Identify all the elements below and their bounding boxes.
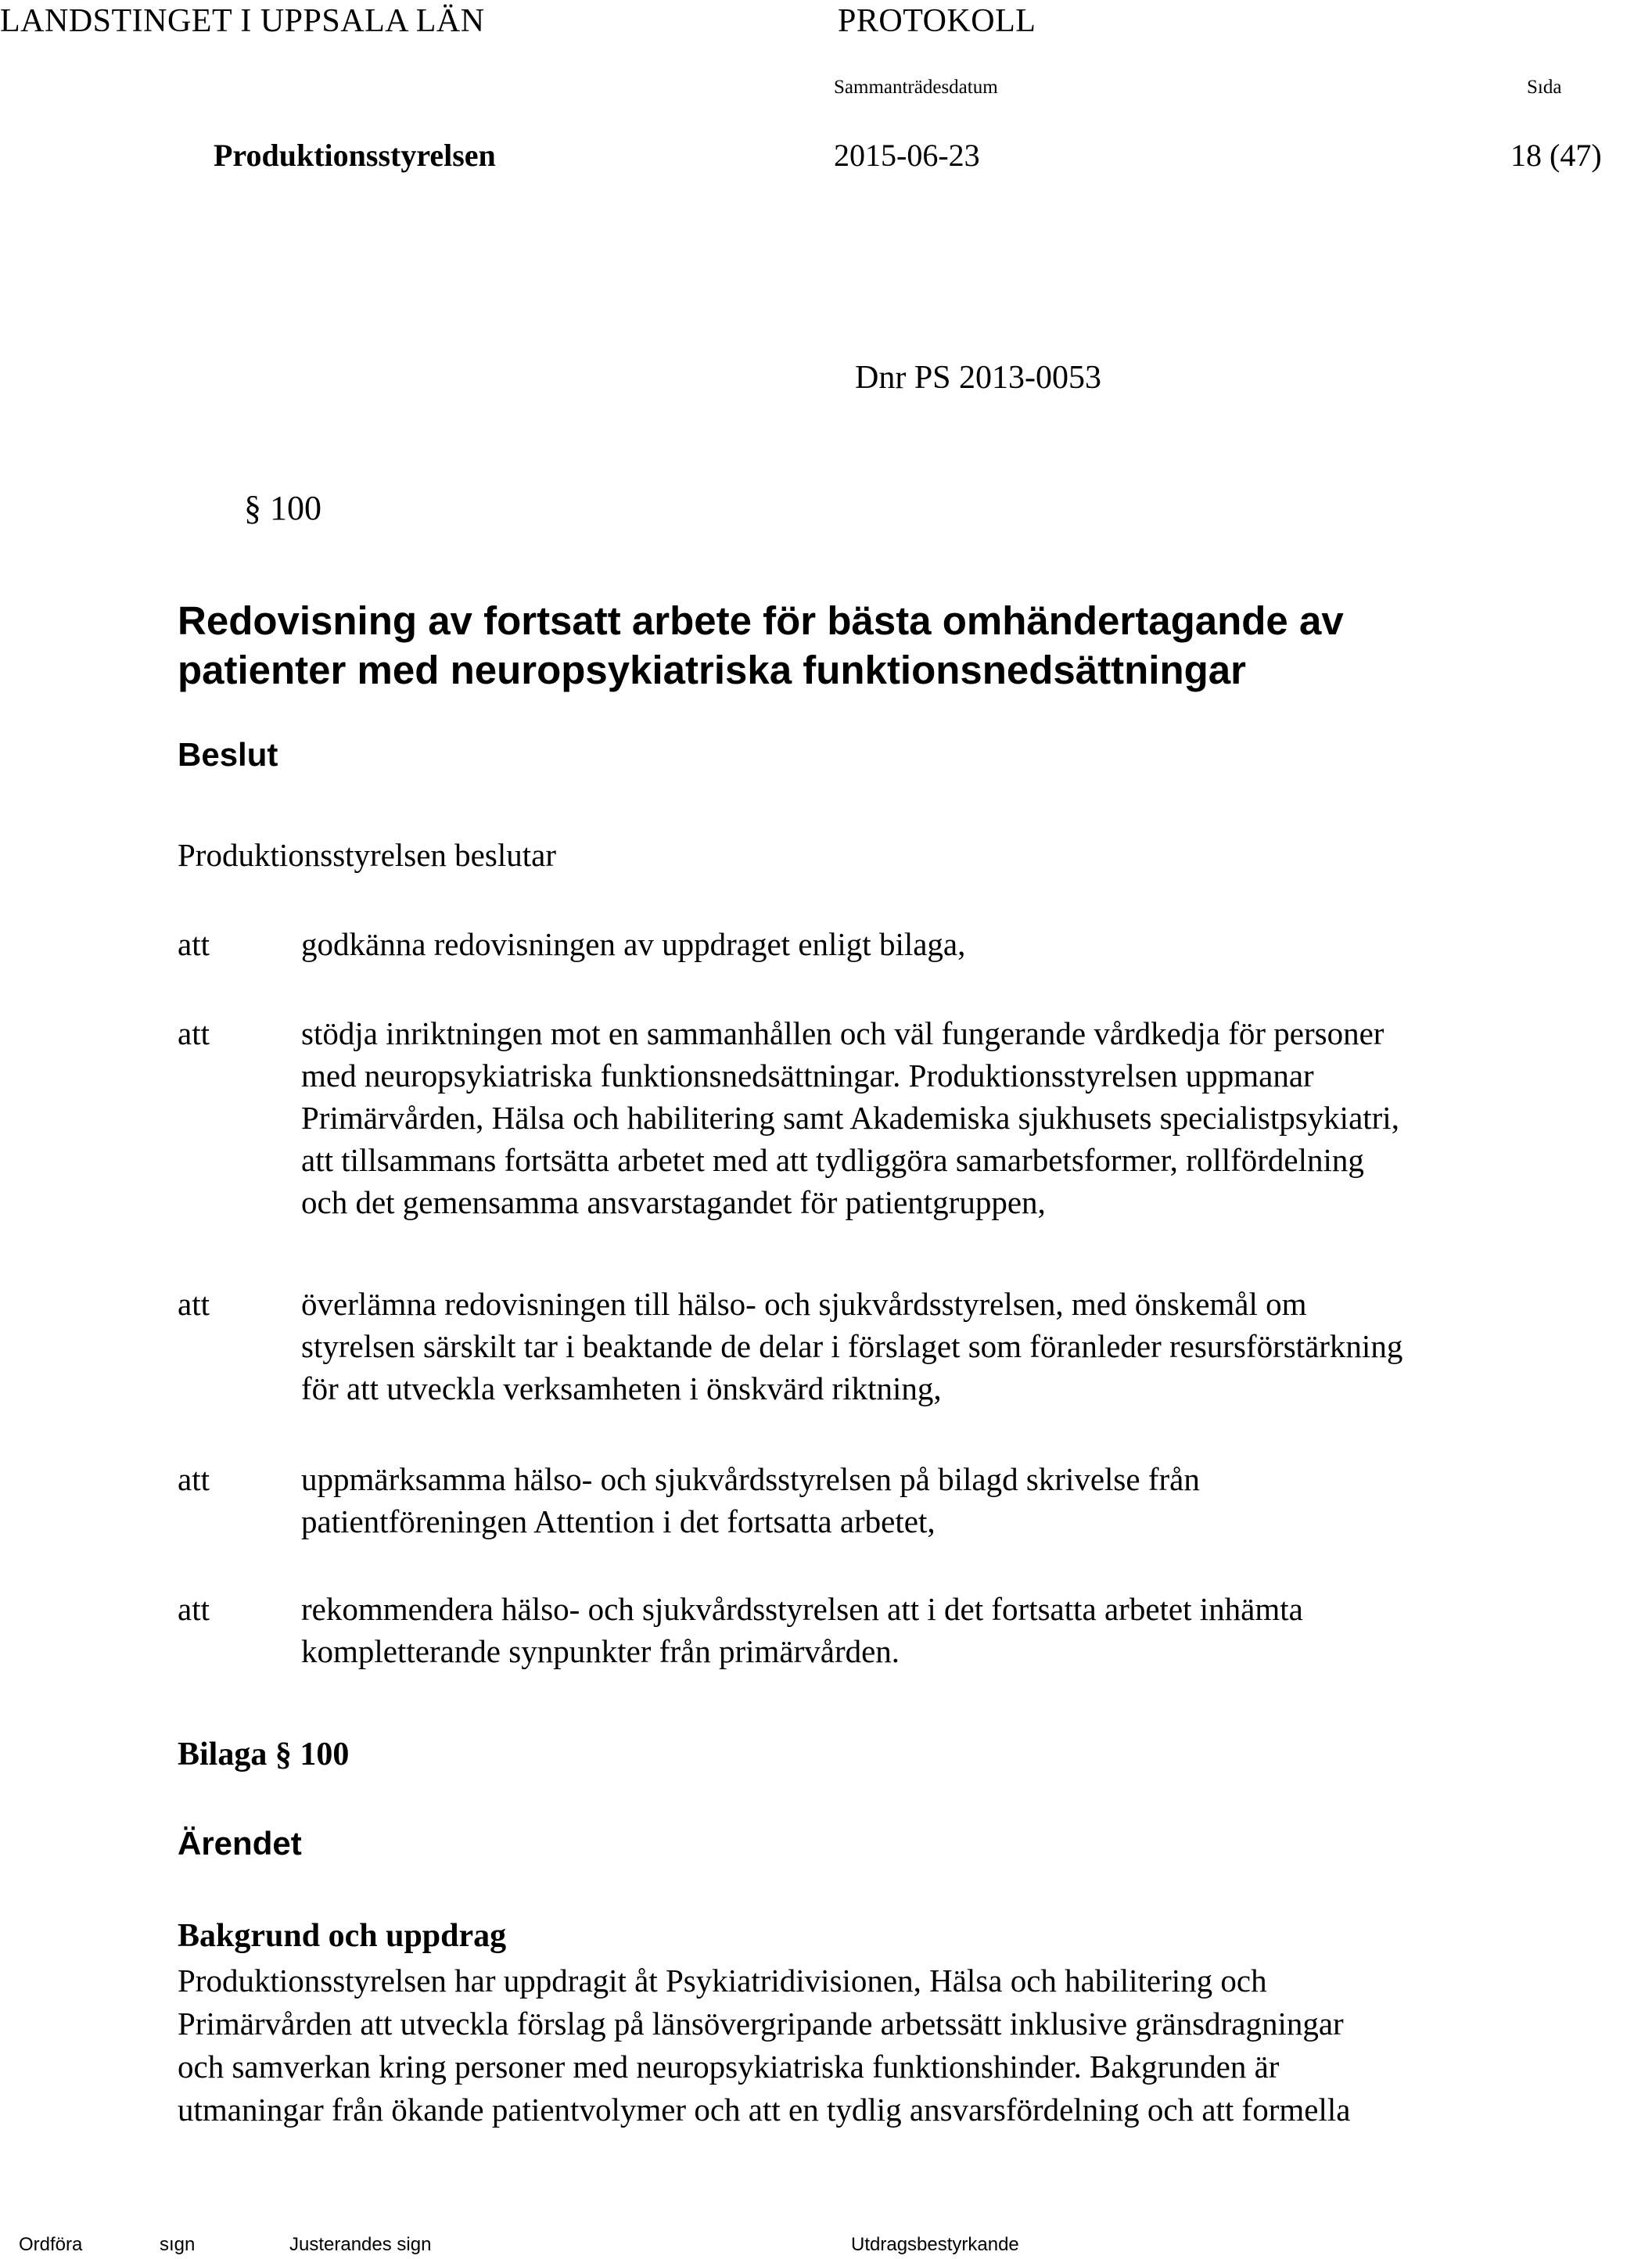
page-label: Sıda [1527,77,1562,98]
page-number: 18 (47) [1510,138,1602,173]
committee-name: Produktionsstyrelsen [214,138,496,173]
registration-number: Dnr PS 2013-0053 [855,360,1102,396]
arendet-heading: Ärendet [178,1825,302,1862]
att-label: att [178,1591,210,1627]
footer-utdragsbestyrkande: Utdragsbestyrkande [851,2234,1019,2255]
footer-ordforande: Ordföra [19,2234,83,2255]
att-label: att [178,926,210,962]
document-type: PROTOKOLL [838,3,1036,39]
section-number: § 100 [244,489,321,527]
att-label: att [178,1286,210,1322]
arendet-subheading: Bakgrund och uppdrag [178,1918,507,1954]
decision-text: stödja inriktningen mot en sammanhållen och väl fungerande vårdkedja för personer med neuropsykiatriska funktionsnedsättningar. Produktionsstyrelsen uppmanar Primärvården, Hälsa och habilitering samt Akademiska sjukhusets specialistpsykiatri, att tillsammans fortsätta arbetet med att tydliggöra samarbetsformer, rollfördelning och det gemensamma ansvarstagandet för patientgruppen, [301,1015,1399,1220]
beslut-intro: Produktionsstyrelsen beslutar [178,837,556,873]
document-title [178,596,1344,695]
attachment-reference: Bilaga § 100 [178,1736,350,1772]
title-line-2: patienter med neuropsykiatriska funktionsnedsättningar [178,648,1246,692]
decision-text: överlämna redovisningen till hälso- och sjukvårdsstyrelsen, med önskemål om styrelsen särskilt tar i beaktande de delar i förslaget som föranleder resursförstärkning för att utveckla verksamheten i önskvärd riktning, [301,1286,1403,1406]
date-label: Sammanträdesdatum [834,77,998,98]
arendet-paragraph: Produktionsstyrelsen har uppdragit åt Psykiatridivisionen, Hälsa och habilitering och Primärvården att utveckla förslag på länsövergripande arbetssätt inklusive gränsdragningar och samverkan kring personer med neuropsykiatriska funktionshinder. Bakgrunden är utmaningar från ökande patientvolymer och att en tydlig ansvarsfördelning och att formella [178,1963,1351,2128]
organization-name: LANDSTINGET I UPPSALA LÄN [0,3,485,39]
att-label: att [178,1461,210,1497]
meeting-date: 2015-06-23 [834,138,980,173]
beslut-heading: Beslut [178,736,278,773]
decision-text: godkänna redovisningen av uppdraget enligt bilaga, [301,926,966,962]
footer-justerandes-sign: Justerandes sign [289,2234,432,2255]
title-line-1: Redovisning av fortsatt arbete för bästa omhändertagande av [178,598,1344,643]
footer-sign: sıgn [160,2234,196,2255]
decision-text: uppmärksamma hälso- och sjukvårdsstyrelsen på bilagd skrivelse från patientföreningen Attention i det fortsatta arbetet, [301,1461,1200,1539]
att-label: att [178,1015,210,1051]
decision-text: rekommendera hälso- och sjukvårdsstyrelsen att i det fortsatta arbetet inhämta kompletterande synpunkter från primärvården. [301,1591,1303,1669]
